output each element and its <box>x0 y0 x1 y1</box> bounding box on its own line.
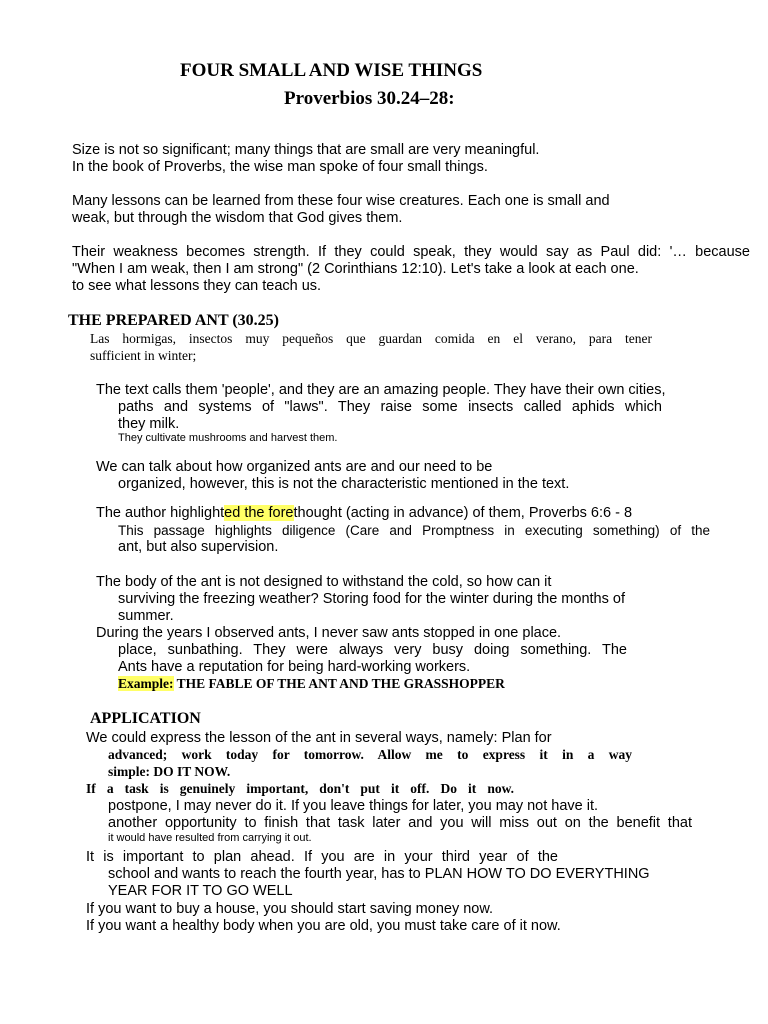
example-line <box>118 676 505 692</box>
list-item-text: The author highlight <box>96 505 225 521</box>
list-item <box>86 849 558 866</box>
list-item-text: another opportunity to finish that task later and you will miss out on the benefit that <box>108 815 692 831</box>
intro-text: Many lessons can be learned from these four wise creatures. Each one is small and <box>72 193 610 209</box>
list-item-text: YEAR FOR IT TO GO WELL <box>108 883 293 899</box>
list-item-text: During the years I observed ants, I never saw ants stopped in one place. <box>96 625 562 641</box>
list-item-text: simple: DO IT NOW. <box>108 764 231 779</box>
list-item-text: If you want to buy a house, you should start saving money now. <box>86 901 494 917</box>
spanish-text: sufficient in winter; <box>90 348 197 363</box>
intro-text: Size is not so significant; many things that are small are very meaningful. <box>72 142 540 158</box>
intro-text: weak, but through the wisdom that God gives them. <box>72 210 403 226</box>
list-item <box>96 625 561 642</box>
highlighted-text: ed the fore <box>224 505 294 521</box>
intro-text: Their weakness becomes strength. If they could speak, they would say as Paul did: '… because <box>72 244 750 260</box>
list-item <box>86 730 552 747</box>
document-title: FOUR SMALL AND WISE THINGS <box>180 60 483 81</box>
spanish-text: Las hormigas, insectos muy pequeños que guardan comida en el verano, para tener <box>90 331 652 346</box>
list-item-text: organized, however, this is not the characteristic mentioned in the text. <box>118 476 570 492</box>
section-heading: APPLICATION <box>90 710 201 727</box>
list-item-text: It is important to plan ahead. If you are in your third year of the <box>86 849 558 865</box>
list-item <box>96 505 632 522</box>
list-item-text: If you want a healthy body when you are old, you must take care of it now. <box>86 918 561 934</box>
list-item-text: school and wants to reach the fourth year, has to PLAN HOW TO DO EVERYTHING <box>108 866 650 882</box>
document-subtitle: Proverbios 30.24–28: <box>284 88 455 109</box>
list-item-text: thought (acting in advance) of them, Proverbs 6:6 - 8 <box>293 505 633 521</box>
list-item-text: The text calls them 'people', and they are an amazing people. They have their own cities, <box>96 382 666 398</box>
list-item <box>96 459 492 476</box>
list-item-text: This passage highlights diligence (Care and Promptness in executing something) of the <box>118 523 710 538</box>
intro-text: to see what lessons they can teach us. <box>72 278 322 294</box>
list-item-text: they milk. <box>118 416 180 432</box>
list-item-text: advanced; work today for tomorrow. Allow me to express it in a way <box>108 747 632 762</box>
list-item-note: it would have resulted from carrying it out. <box>108 832 312 844</box>
intro-text: In the book of Proverbs, the wise man spoke of four small things. <box>72 159 488 175</box>
list-item <box>96 382 666 399</box>
example-text: THE FABLE OF THE ANT AND THE GRASSHOPPER <box>173 676 505 691</box>
list-item <box>96 574 551 591</box>
list-item-text: We can talk about how organized ants are and our need to be <box>96 459 493 475</box>
list-item-text: Ants have a reputation for being hard-working workers. <box>118 659 471 675</box>
section-heading: THE PREPARED ANT (30.25) <box>68 312 279 329</box>
list-item <box>86 781 514 797</box>
list-item-text: The body of the ant is not designed to withstand the cold, so how can it <box>96 574 552 590</box>
list-item-text: surviving the freezing weather? Storing food for the winter during the months of <box>118 591 625 607</box>
example-label: Example: <box>118 676 174 691</box>
list-item <box>86 918 561 935</box>
intro-text: "When I am weak, then I am strong" (2 Corinthians 12:10). Let's take a look at each one. <box>72 261 639 277</box>
list-item-text: We could express the lesson of the ant in several ways, namely: Plan for <box>86 730 552 746</box>
list-item-text: paths and systems of "laws". They raise some insects called aphids which <box>118 399 662 415</box>
list-item-text: place, sunbathing. They were always very busy doing something. The <box>118 642 627 658</box>
list-item-text: summer. <box>118 608 174 624</box>
list-item <box>86 901 493 918</box>
list-item-text: If a task is genuinely important, don't put it off. Do it now. <box>86 781 514 796</box>
list-item-text: postpone, I may never do it. If you leave things for later, you may not have it. <box>108 798 599 814</box>
list-item-text: ant, but also supervision. <box>118 539 279 555</box>
list-item-note: They cultivate mushrooms and harvest them. <box>118 432 338 444</box>
